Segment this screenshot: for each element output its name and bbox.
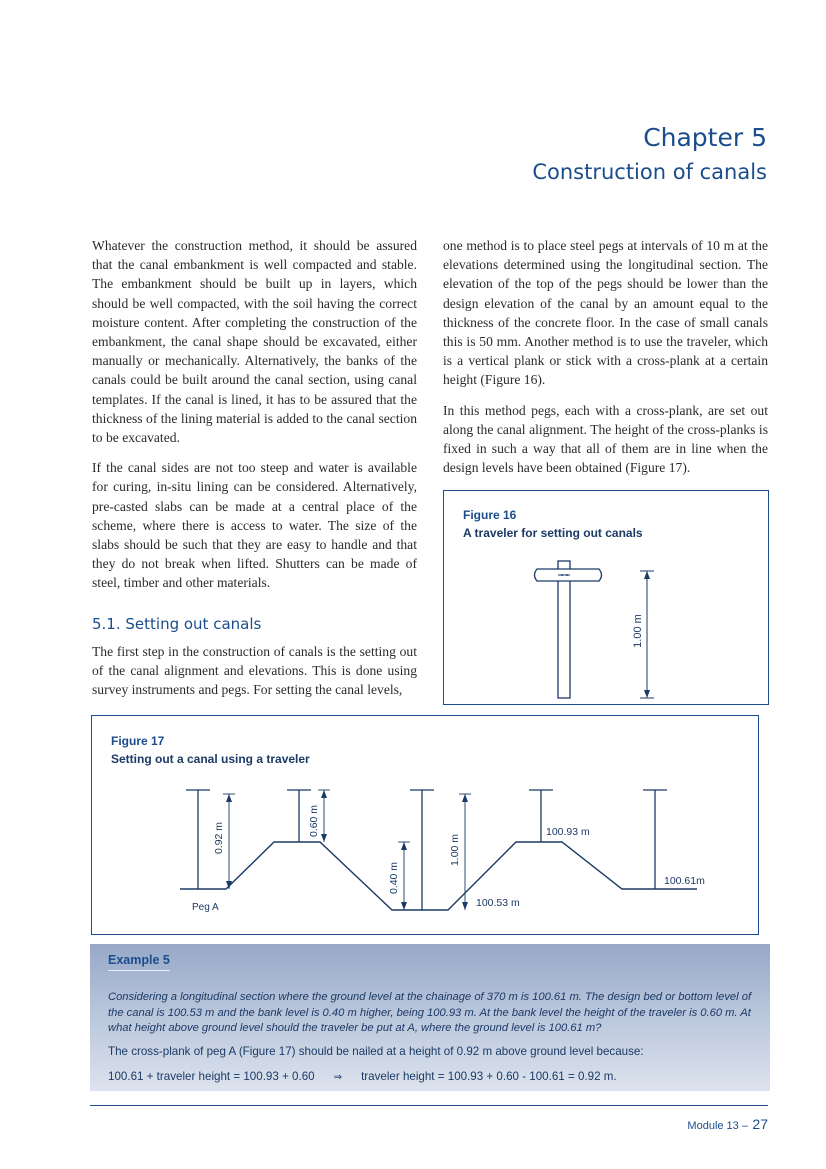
- section-heading: 5.1. Setting out canals: [92, 614, 262, 633]
- dimension-label: 1.00 m: [632, 614, 644, 648]
- dimension-label: 0.60 m: [308, 804, 320, 838]
- arrow-head: [226, 794, 232, 802]
- ground-profile: [180, 842, 697, 910]
- arrow-head: [462, 794, 468, 802]
- arrow-head: [401, 902, 407, 910]
- arrow-head: [321, 834, 327, 842]
- left-column: [92, 236, 417, 710]
- figure-title: Setting out a canal using a traveler: [111, 752, 310, 766]
- paragraph: Whatever the construction method, it should be assured that the canal embankment is well compacted and stable. The embankment should be built up in layers, which should be well compacted, with the soil having the correct moisture content. After completing the construction of the embankment, the canal shape should be excavated, either manually or mechanically. Alternatively, the banks of the canals could be built around the canal section, using canal templates. If the canal is lined, it has to be assured that the thickness of the lining material is added to the canal section to be excavated.: [92, 238, 417, 446]
- equation-right: traveler height = 100.93 + 0.60 - 100.61 = 0.92 m.: [361, 1070, 617, 1083]
- dimension-label: 0.40 m: [388, 861, 400, 895]
- dimension-label: 0.92 m: [213, 821, 225, 855]
- dimension-label: 1.00 m: [449, 833, 461, 867]
- chapter-title: Construction of canals: [532, 160, 767, 184]
- example-box: [90, 944, 770, 1091]
- level-label-bed: 100.53 m: [476, 897, 520, 909]
- footer-rule: [90, 1105, 768, 1106]
- example-title-underline: [108, 970, 170, 971]
- page-footer: [687, 1116, 768, 1134]
- implies-arrow: ⇒: [333, 1072, 343, 1083]
- paragraph: In this method pegs, each with a cross-plank, are set out along the canal alignment. The height of the cross-planks is fixed in such a way that all of them are in line when the design levels have been obtained (Figure 17).: [443, 402, 768, 476]
- example-title: Example 5: [108, 953, 170, 967]
- arrow-head: [401, 842, 407, 850]
- figure-number: Figure 17: [111, 734, 165, 748]
- canal-profile-drawing: [92, 716, 758, 934]
- paragraph: The first step in the construction of canals is the setting out of the canal alignment and elevations. This is done using survey instruments and pegs. For setting the canal levels,: [92, 643, 417, 698]
- example-equation: [108, 1070, 758, 1083]
- traveler-drawing: [444, 491, 768, 704]
- chapter-heading: [532, 121, 767, 187]
- example-answer-intro: The cross-plank of peg A (Figure 17) should be nailed at a height of 0.92 m above ground level because:: [108, 1045, 644, 1058]
- chapter-number: Chapter 5: [643, 123, 767, 152]
- arrow-head: [462, 902, 468, 910]
- paragraph: one method is to place steel pegs at intervals of 10 m at the elevations determined using the longitudinal section. The elevation of the top of the pegs should be lower than the design elevation of the canal by an amount equal to the thickness of the concrete floor. In the case of small canals this is 50 mm. Another method is to use the traveler, which is a vertical plank or stick with a cross-plank at a certain height (Figure 16).: [443, 238, 768, 388]
- arrow-head: [644, 690, 650, 698]
- page-number: 27: [752, 1116, 768, 1132]
- nail: [566, 574, 568, 576]
- example-question: Considering a longitudinal section where the ground level at the chainage of 370 m is 100.61 m. The design bed or bottom level of the canal is 100.53 m and the bank level is 0.40 m higher, being 100.93 m. At the bank level the height of the traveler is 0.60 m. At what height above ground level should the traveler be put at A, where the ground level is 100.61 m?: [108, 991, 752, 1034]
- level-label-ground: 100.61m: [664, 875, 705, 887]
- arrow-head: [321, 790, 327, 798]
- nail: [561, 574, 563, 576]
- figure-17: [91, 715, 759, 935]
- figure-number: Figure 16: [463, 508, 517, 522]
- paragraph: If the canal sides are not too steep and water is available for curing, in-situ lining can be considered. Alternatively, pre-casted slabs can be made at a central place of the scheme, where there is access to water. The size of the slabs should be such that they are easy to handle and that they do not break when lifted. Shutters can be made of steel, timber and other materials.: [92, 460, 417, 591]
- figure-16: [443, 490, 769, 705]
- equation-left: 100.61 + traveler height = 100.93 + 0.60: [108, 1070, 315, 1083]
- peg-a-label: Peg A: [192, 902, 219, 913]
- right-column: [443, 236, 768, 488]
- arrow-head: [644, 571, 650, 579]
- module-label: Module 13 –: [687, 1120, 748, 1132]
- level-label-bank: 100.93 m: [546, 826, 590, 838]
- figure-title: A traveler for setting out canals: [463, 526, 643, 540]
